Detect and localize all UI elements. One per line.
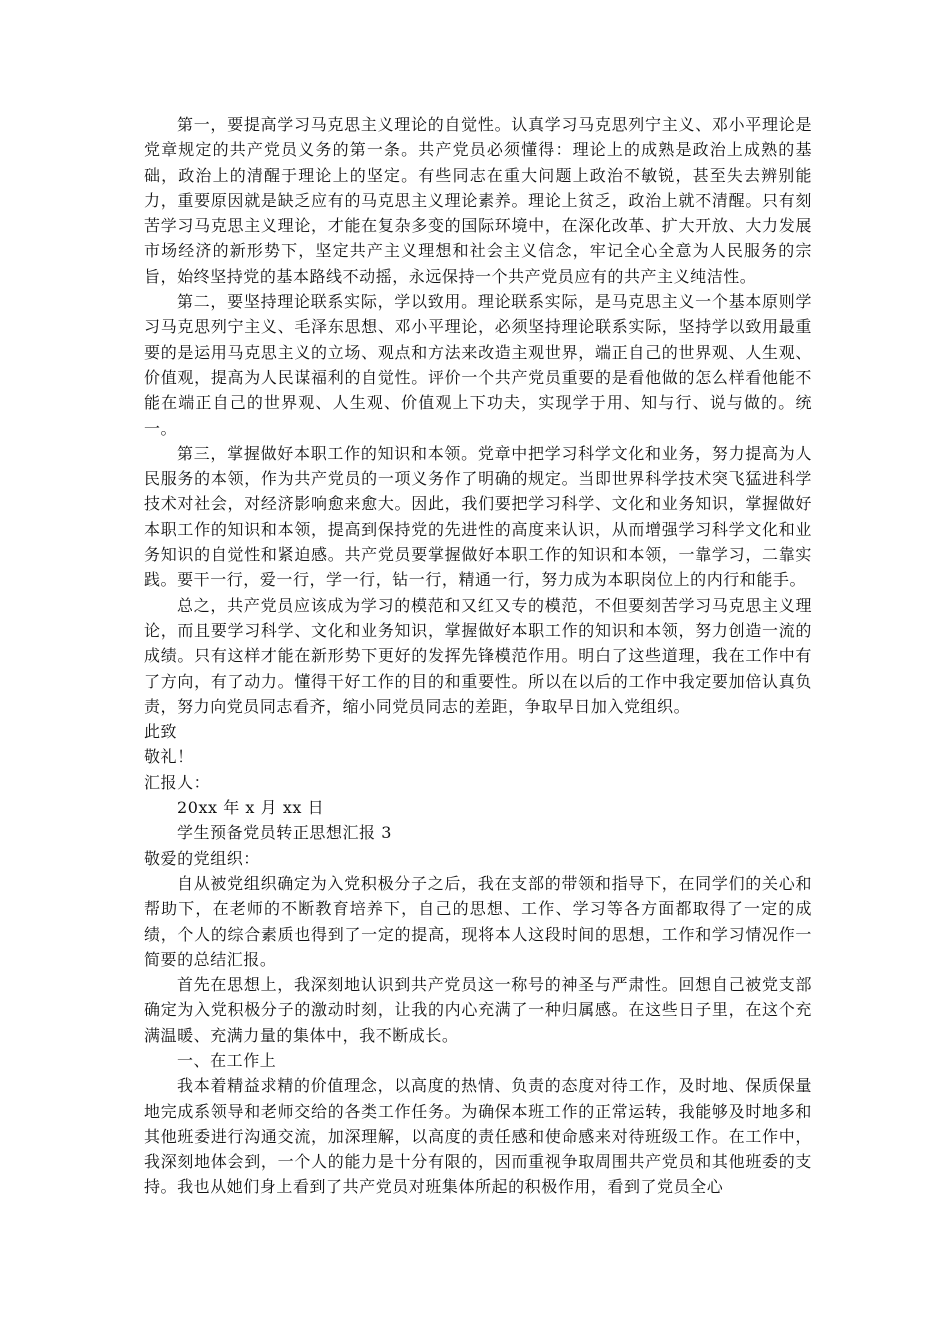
- report-date: 20xx 年 x 月 xx 日: [177, 798, 325, 818]
- heading-work: 一、在工作上: [177, 1050, 277, 1070]
- document-body: [144, 112, 812, 1200]
- paragraph-theory-study: 第一，要提高学习马克思主义理论的自觉性。认真学习马克思列宁主义、邓小平理论是党章规定的共产党员义务的第一条。共产党员必须懂得：理论上的成熟是政治上成熟的基础，政治上的清醒于理论上的坚定。有些同志在重大问题上政治不敏锐，甚至失去辨别能力，重要原因就是缺乏应有的马克思主义理论素养。理论上贫乏，政治上就不清醒。只有刻苦学习马克思主义理论，才能在复杂多变的国际环境中，在深化改革、扩大开放、大力发展市场经济的新形势下，坚定共产主义理想和社会主义信念，牢记全心全意为人民服务的宗旨，始终坚持党的基本路线不动摇，永远保持一个共产党员应有的共产主义纯洁性。: [144, 115, 812, 286]
- paragraph-intro: 自从被党组织确定为入党积极分子之后，我在支部的带领和指导下，在同学们的关心和帮助下，在老师的不断教育培养下，自己的思想、工作、学习等各方面都取得了一定的成绩，个人的综合素质也得到了一定的提高，现将本人这段时间的思想，工作和学习情况作一简要的总结汇报。: [144, 873, 812, 969]
- paragraph-theory-practice: 第二，要坚持理论联系实际，学以致用。理论联系实际，是马克思主义一个基本原则学习马克思列宁主义、毛泽东思想、邓小平理论，必须坚持理论联系实际，坚持学以致用最重要的是运用马克思主义的立场、观点和方法来改造主观世界，端正自己的世界观、人生观、价值观，提高为人民谋福利的自觉性。评价一个共产党员重要的是看他做的怎么样看他能不能在端正自己的世界观、人生观、价值观上下功夫，实现学于用、知与行、说与做的。统一。: [144, 292, 812, 438]
- salutation: 敬爱的党组织：: [144, 848, 260, 868]
- closing-jingli: 敬礼！: [144, 747, 194, 767]
- paragraph-conclusion: 总之，共产党员应该成为学习的模范和又红又专的模范，不但要刻苦学习马克思主义理论，而且要学习科学、文化和业务知识，掌握做好本职工作的知识和本领，努力创造一流的成绩。只有这样才能在新形势下更好的发挥先锋模范作用。明白了这些道理，我在工作中有了方向，有了动力。懂得干好工作的目的和重要性。所以在以后的工作中我定要加倍认真负责，努力向党员同志看齐，缩小同党员同志的差距，争取早日加入党组织。: [144, 595, 812, 716]
- paragraph-thought: 首先在思想上，我深刻地认识到共产党员这一称号的神圣与严肃性。回想自己被党支部确定为入党积极分子的激动时刻，让我的内心充满了一种归属感。在这些日子里，在这个充满温暖、充满力量的集体中，我不断成长。: [144, 975, 812, 1045]
- section-title: 学生预备党员转正思想汇报 3: [177, 823, 392, 843]
- paragraph-job-skills: 第三，掌握做好本职工作的知识和本领。党章中把学习科学文化和业务，努力提高为人民服务的本领，作为共产党员的一项义务作了明确的规定。当即世界科学技术突飞猛进科学技术对社会，对经济影响愈来愈大。因此，我们要把学习科学、文化和业务知识，掌握做好本职工作的知识和本领，提高到保持党的先进性的高度来认识，从而增强学习科学文化和业务知识的自觉性和紧迫感。共产党员要掌握做好本职工作的知识和本领，一靠学习，二靠实践。要干一行，爱一行，学一行，钻一行，精通一行，努力成为本职岗位上的内行和能手。: [144, 443, 812, 590]
- closing-cizhi: 此致: [144, 722, 178, 742]
- reporter-label: 汇报人：: [144, 772, 211, 792]
- paragraph-work: 我本着精益求精的价值理念，以高度的热情、负责的态度对待工作，及时地、保质保量地完成系领导和老师交给的各类工作任务。为确保本班工作的正常运转，我能够及时地多和其他班委进行沟通交流，加深理解，以高度的责任感和使命感来对待班级工作。在工作中，我深刻地体会到，一个人的能力是十分有限的，因而重视争取周围共产党员和其他班委的支持。我也从她们身上看到了共产党员对班集体所起的积极作用，看到了党员全心: [144, 1076, 812, 1197]
